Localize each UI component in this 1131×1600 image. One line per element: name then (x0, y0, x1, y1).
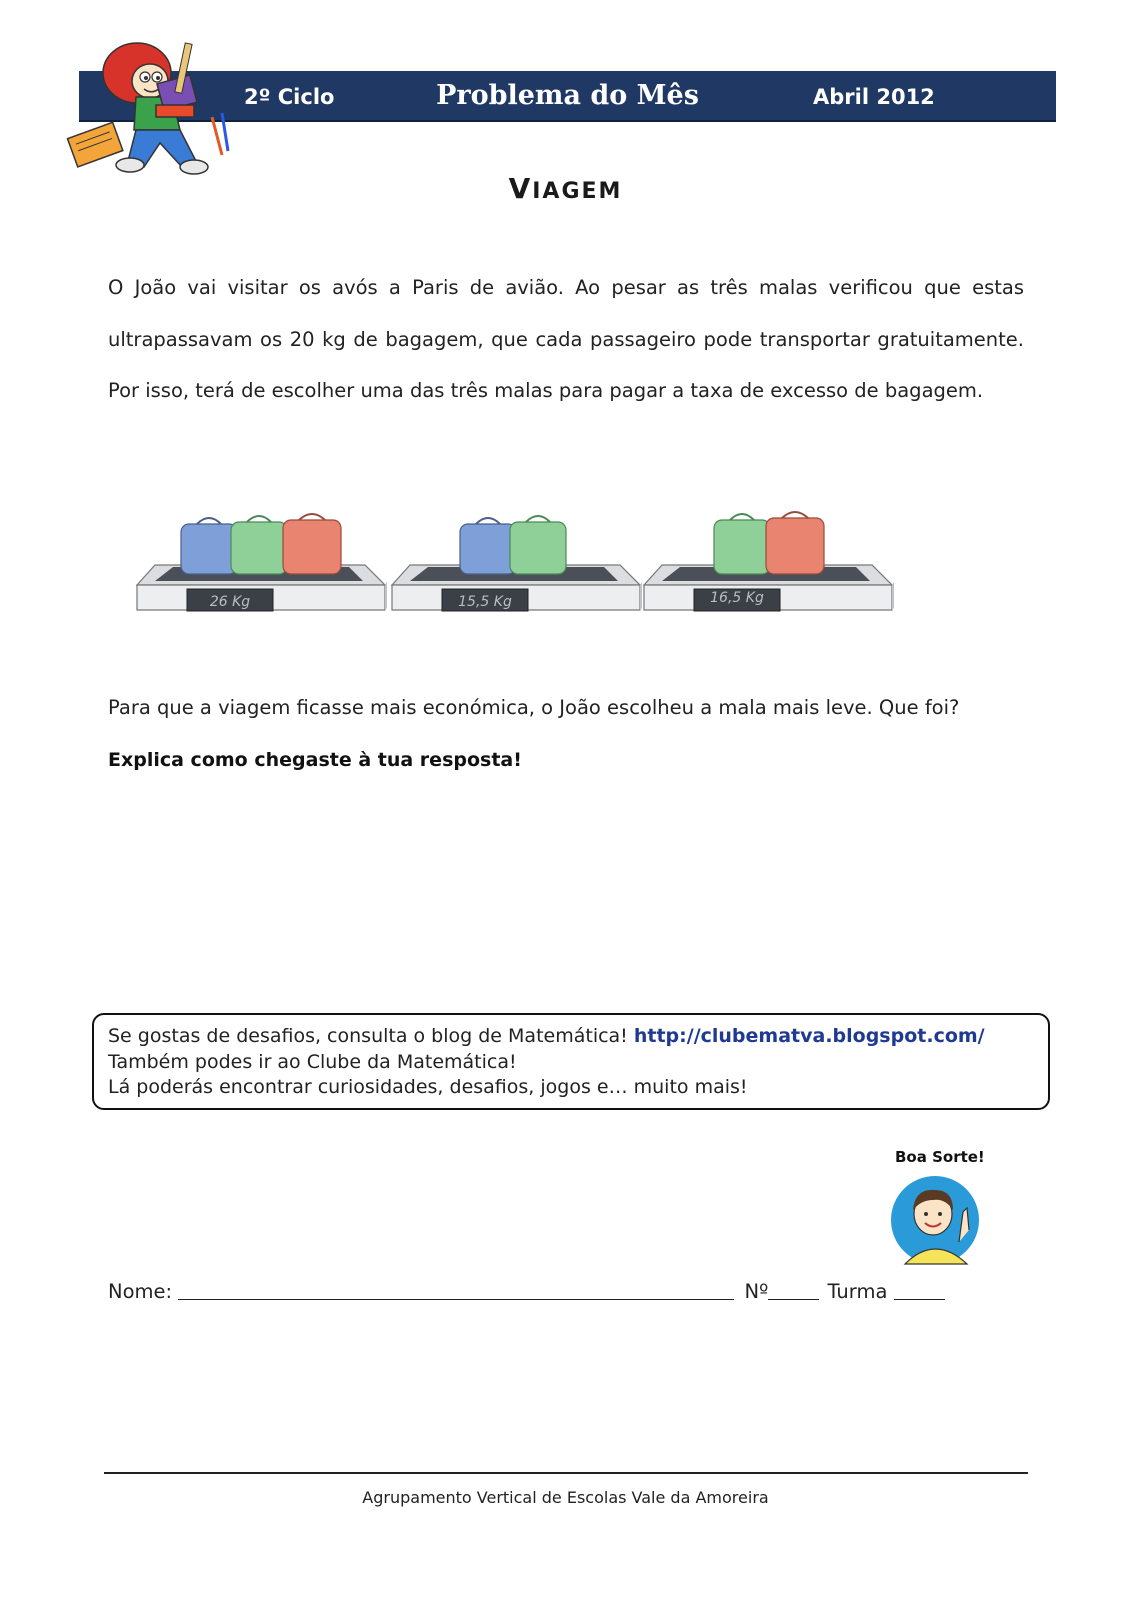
problem-title (0, 172, 1131, 205)
scale-1 (137, 514, 387, 611)
scales-illustration (135, 510, 915, 640)
footer-school-name: Agrupamento Vertical de Escolas Vale da Amoreira (362, 1488, 769, 1507)
suitcase-green (231, 516, 287, 574)
good-luck-text: Boa Sorte! (895, 1148, 985, 1166)
name-field[interactable] (178, 1281, 734, 1300)
scale-2-label: 15,5 Kg (458, 594, 512, 610)
info-line-3: Lá poderás encontrar curiosidades, desafios, jogos e… muito mais! (108, 1076, 748, 1098)
info-box (92, 1013, 1050, 1110)
student-mascot-illustration (62, 35, 242, 180)
suitcase-green (510, 516, 566, 574)
suitcase-blue (460, 518, 516, 574)
name-label: Nome: (108, 1280, 173, 1303)
suitcase-blue (181, 518, 237, 574)
info-line-2: Também podes ir ao Clube da Matemática! (108, 1050, 517, 1073)
student-info-form (108, 1280, 945, 1303)
info-line-1: Se gostas de desafios, consulta o blog de Matemática! http://clubematva.blogspot.com/ (108, 1025, 985, 1047)
footer-divider (104, 1472, 1028, 1474)
number-label: Nº (744, 1280, 769, 1303)
class-field[interactable] (894, 1281, 945, 1300)
suitcase-red (283, 514, 341, 574)
problem-title-initial: V (508, 172, 533, 205)
scale-3-label: 16,5 Kg (710, 590, 764, 606)
blog-link[interactable]: http://clubematva.blogspot.com/ (633, 1025, 985, 1047)
suitcase-red (766, 512, 824, 574)
header-title: Problema do Mês (436, 80, 699, 111)
scale-2 (392, 516, 642, 611)
number-field[interactable] (768, 1281, 819, 1300)
scale-3 (644, 512, 894, 611)
suitcase-green (714, 514, 770, 574)
header-ciclo: 2º Ciclo (244, 85, 335, 109)
problem-title-rest: IAGEM (532, 179, 623, 204)
waving-kid-icon (889, 1172, 984, 1267)
header-date: Abril 2012 (813, 85, 935, 109)
instruction-text: Explica como chegaste à tua resposta! (108, 749, 522, 771)
class-label: Turma (827, 1280, 888, 1303)
scale-1-label: 26 Kg (209, 594, 251, 610)
problem-text: O João vai visitar os avós a Paris de avião. Ao pesar as três malas verificou que estas ultrapassavam os 20 kg de bagagem, que cada passageiro pode transportar gratuitamente. Por isso, terá de escolher uma das três malas para pagar a taxa de excesso de bagagem. (108, 276, 1024, 402)
question-text: Para que a viagem ficasse mais económica, o João escolheu a mala mais leve. Que foi? (108, 696, 960, 719)
